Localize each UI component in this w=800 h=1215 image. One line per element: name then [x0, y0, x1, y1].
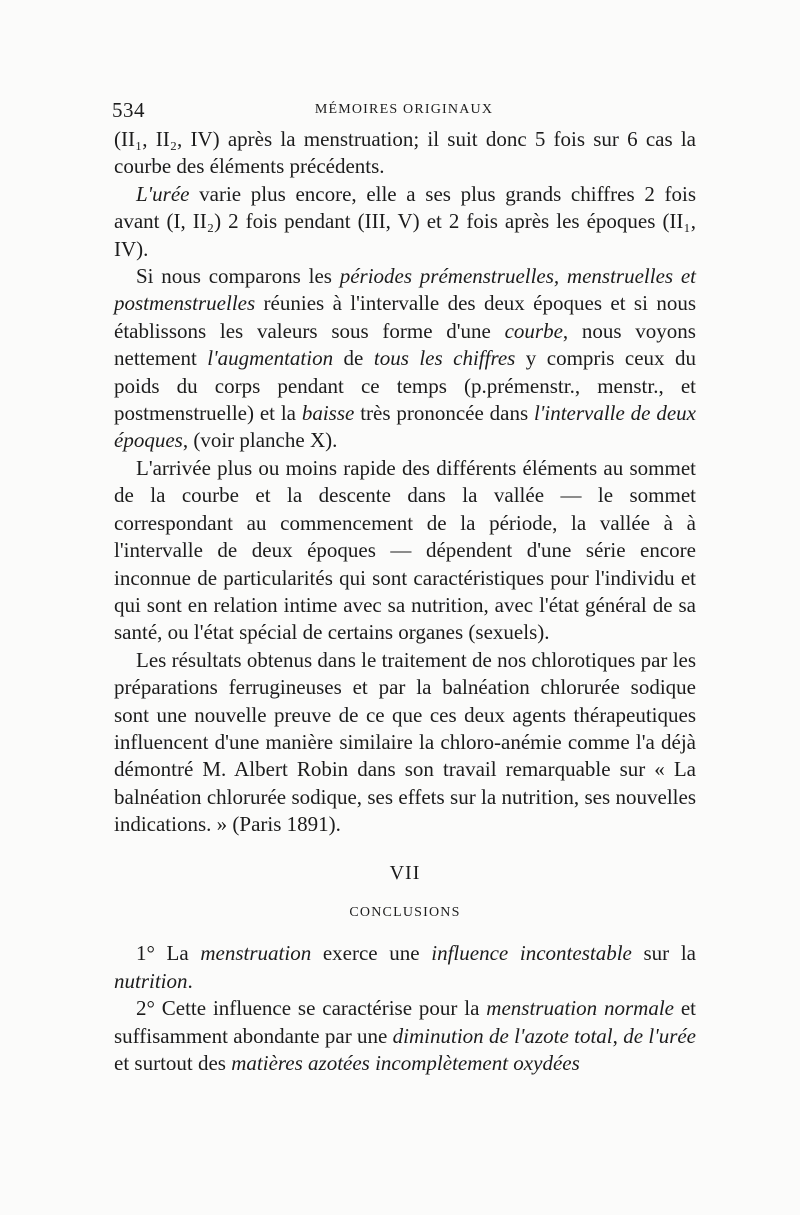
- text-run: exerce une: [311, 941, 432, 966]
- italic-text: menstruation normale: [486, 996, 674, 1021]
- italic-text: nutrition: [114, 968, 188, 993]
- italic-text: courbe: [504, 318, 563, 343]
- text-run: , (voir planche X).: [182, 428, 338, 453]
- text-run: réunies à l'intervalle des deux époques et si nous établissons les valeurs sous forme d'une: [114, 291, 696, 343]
- text-run: et suffisamment abondante par une: [114, 996, 697, 1048]
- text-run: de: [333, 346, 374, 371]
- italic-text: baisse: [301, 401, 355, 426]
- text-run: .: [187, 968, 193, 993]
- paragraph: [114, 181, 696, 263]
- italic-text: périodes prémenstruelles, menstruelles et postmenstruelles: [114, 264, 696, 316]
- page-header: [112, 98, 696, 122]
- italic-text: tous les chiffres: [373, 346, 516, 371]
- conclusion-list: [114, 940, 696, 1077]
- page-number: 534: [112, 98, 145, 122]
- paragraph: [114, 263, 696, 455]
- conclusion-paragraph: [114, 995, 696, 1077]
- italic-text: menstruation: [200, 941, 312, 966]
- text-run: Si nous comparons les: [136, 264, 340, 289]
- text-run: et surtout des: [114, 1051, 232, 1075]
- text-run: sur la: [631, 941, 696, 966]
- section-title: CONCLUSIONS: [349, 904, 461, 920]
- italic-text: l'augmentation: [207, 346, 334, 371]
- paragraph-list: [114, 126, 696, 839]
- conclusion-paragraph: [114, 940, 696, 995]
- italic-text: l'intervalle de deux époques: [114, 401, 696, 453]
- text-body: [114, 126, 696, 1077]
- italic-text: matières azotées incomplètement oxydées: [231, 1051, 580, 1075]
- text-run: ,: [612, 1023, 624, 1048]
- text-run: y compris ceux du poids du corps pendant ce temps (p.prémenstr., menstr., et postmenstruelle) et la: [114, 346, 697, 426]
- text-run: , nous voyons nettement: [114, 318, 696, 371]
- text-run: très prononcée dans: [354, 401, 535, 426]
- text-run: Les résultats obtenus dans le traitement de nos chlorotiques par les préparations ferrugineuses et par la balnéation chlorurée sodique sont une nouvelle preuve de ce que ces deux agents thérapeutiques influencent d'une manière similaire la chloro-anémie comme l'a déjà démontré M. Albert Robin dans son travail remarquable sur « La balnéation chlorurée sodique, ses effets sur la nutrition, ses nouvelles indications. » (Paris 1891).: [114, 647, 696, 837]
- text-run: L'arrivée plus ou moins rapide des différents éléments au sommet de la courbe et la descente dans la vallée — le sommet correspondant au commencement de la période, la vallée à à l'intervalle de deux époques — dépendent d'une série encore inconnue de particularités qui sont caractéristiques pour l'individu et qui sont en relation intime avec sa nutrition, avec l'état général de sa santé, ou l'état spécial de certains organes (sexuels).: [114, 455, 696, 645]
- italic-text: influence incontestable: [431, 941, 632, 966]
- paragraph: [114, 455, 696, 647]
- italic-text: diminution de l'azote total: [392, 1023, 613, 1048]
- italic-text: de l'urée: [623, 1023, 697, 1048]
- paragraph: [114, 126, 696, 181]
- text-run: 2° Cette influence se caractérise pour la: [136, 996, 487, 1021]
- running-title: MÉMOIRES ORIGINAUX: [314, 102, 494, 117]
- section-number: VII: [389, 861, 421, 884]
- italic-text: L'urée: [136, 181, 190, 206]
- text-run: varie plus encore, elle a ses plus grands chiffres 2 fois avant (I, II₂) 2 fois pendant (III, V) et 2 fois après les époques (II₁, IV).: [114, 181, 696, 261]
- text-run: 1° La: [136, 941, 201, 966]
- paragraph: [114, 647, 696, 839]
- text-run: (II₁, II₂, IV) après la menstruation; il suit donc 5 fois sur 6 cas la courbe des éléments précédents.: [114, 127, 696, 179]
